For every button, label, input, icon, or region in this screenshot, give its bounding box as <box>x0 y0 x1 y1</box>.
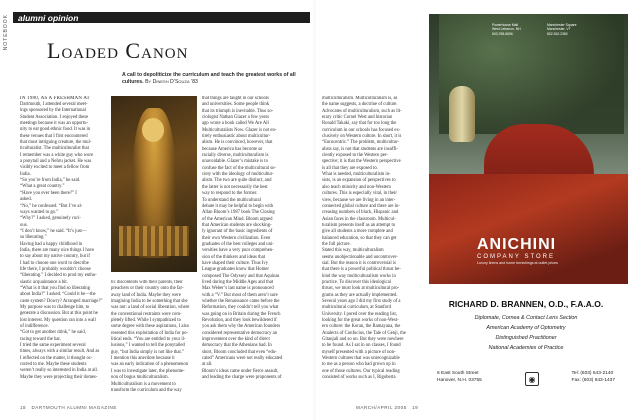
fax-number: Fax: (603) 643-1437 <box>571 377 615 383</box>
text-line: with a “V.” But most of them aren’t sure <box>202 292 278 298</box>
text-line: composed The Odyssey and that Aquinas <box>202 273 280 279</box>
text-line: League graduates know that Homer <box>202 267 269 273</box>
text-line: life there, I probably wouldn’t choose <box>20 266 91 272</box>
phone-number: Tel: (603) 643-2140 <box>571 371 614 376</box>
text-line: also teach minority and non-Western <box>322 184 391 190</box>
text-line: alism. He is convinced, however, that <box>202 140 273 146</box>
text-line: grams as they are actually implemented. <box>322 292 398 298</box>
text-line: that American students are shocking- <box>202 222 272 228</box>
text-line: Student Association. I enjoyed these <box>20 114 89 120</box>
text-line: racing toward the bar. <box>20 336 61 342</box>
address-line-1: 6 East South Street <box>437 371 479 376</box>
column-2-text <box>111 280 197 394</box>
text-line: Gitanjali and so on. But they were nowhere <box>322 337 404 343</box>
brand-name: ANICHINI <box>477 236 557 253</box>
text-line: imagining India to be something that she <box>111 299 188 305</box>
text-line: I mention this anecdote because it <box>111 356 175 362</box>
text-line: Ronald Takaki, say that for too long the <box>322 121 397 127</box>
doctor-phones <box>572 371 615 384</box>
text-line: turalism presents itself as an attempt to <box>322 222 396 228</box>
photo-rug <box>429 174 628 284</box>
text-line: way to respond to the former. <box>202 191 258 197</box>
text-line: curred to me. Maybe these students <box>20 362 87 368</box>
text-line: that things are taught in our schools <box>202 96 269 101</box>
text-line: India. <box>20 171 31 177</box>
text-line: so liberating.” <box>20 235 47 241</box>
text-line: I remember was a white guy who wore <box>20 152 94 158</box>
text-line: these venues that I first encountered <box>20 133 88 139</box>
location-2-phone: 802.362.2380 <box>546 31 568 36</box>
location-2 <box>547 23 601 36</box>
doctor-address <box>437 371 482 384</box>
page-number-right: 19 <box>412 405 419 410</box>
text-line: caste system? Dowry? Arranged marriage?” <box>20 298 103 304</box>
text-line: connected global culture and there are in- <box>322 203 400 209</box>
text-line: Multiculturalists Now. Glazer is not en- <box>202 127 277 133</box>
text-line: meetings because it was an opportu- <box>20 121 89 127</box>
text-line: democracy that the Athenians had. In <box>202 343 272 349</box>
text-line: ticulturalist. The multiculturalist that <box>20 146 89 152</box>
text-line: resented this exploitation of India for po- <box>111 330 189 336</box>
text-line: erary critic Cornel West and historian <box>322 115 393 121</box>
text-line: to be found. As I sat in on classes, I found <box>322 343 401 349</box>
text-line: weren’t really so interested in India at all. <box>20 368 99 374</box>
brand-subtagline: Luxury linens and home furnishings at outlet prices <box>477 261 558 265</box>
text-line: University. I pored over the reading list, <box>322 311 397 317</box>
text-line: cultures. This is especially vital, in their <box>322 191 397 197</box>
text-line: Multiculturalism is a movement to <box>111 381 176 387</box>
text-line: Reformation, they couldn’t tell you what <box>202 305 279 311</box>
text-line: “What is it that you find so liberating <box>20 285 90 291</box>
text-line: of the American Mind. Bloom argued <box>202 216 273 222</box>
credential-3: Distinguished Practitioner <box>495 335 557 341</box>
left-page <box>0 0 313 420</box>
text-line: and leading the charge were proponents of <box>202 375 282 381</box>
text-line: of indifference. <box>20 324 49 330</box>
text-line: Maybe they were projecting their domes- <box>20 374 98 380</box>
notebook-label: NOTEBOOK <box>3 14 9 51</box>
text-line: ago wrote a book called We Are All <box>202 121 269 127</box>
text-line: ciety with the ideology of multicultur- <box>202 172 274 178</box>
doctor-contact <box>437 371 615 393</box>
credential-2: American Academy of Optometry <box>486 325 566 331</box>
text-line: sial. But the reason it is controversial is <box>322 260 396 266</box>
location-2-city: Manchester, VT <box>546 27 571 32</box>
text-line: India, there are many nice things I have <box>20 247 95 253</box>
text-line: “liberating.” I decided to prod my enthu- <box>20 273 97 279</box>
credential-4: National Academies of Practice <box>488 345 564 351</box>
text-line: I tried the same experiment several <box>20 343 86 349</box>
text-line: creasing numbers of black, Hispanic and <box>322 210 399 216</box>
address-line-2: Hanover, N.H. 03755 <box>437 377 482 383</box>
column-1-text <box>20 102 106 381</box>
section-label: alumni opinion <box>18 13 79 23</box>
text-line: some degree with these aspirations, I also <box>111 324 189 330</box>
text-line: away land of India. Maybe they were <box>111 292 181 298</box>
text-line: was going on in Britain during the French <box>202 311 281 317</box>
text-line: Allan Bloom’s 1987 book The Closing <box>202 210 275 216</box>
ad-locations <box>492 23 602 36</box>
text-line: lusions,” I wanted to tell the ponytailed <box>111 343 185 349</box>
text-line: hind the way multiculturalism works in <box>322 273 396 279</box>
text-line: considered representative democracy an <box>202 330 278 336</box>
text-line: that its triumph is inevitable. Thus so- <box>202 108 274 114</box>
text-line: the full picture. <box>322 241 351 247</box>
text-line: tic discontents with their parents, their <box>111 280 183 285</box>
location-1 <box>492 23 546 36</box>
text-line: ings sponsored by the International <box>20 108 86 114</box>
text-line: lived during the Middle Ages and that <box>202 279 274 285</box>
column-3-text <box>202 96 298 381</box>
text-line: myself presented with a picture of non- <box>322 349 396 355</box>
text-line: about India?” I asked. “Could it be—the <box>20 292 96 298</box>
text-line: I had to choose one word to describe <box>20 260 89 266</box>
text-line: improvement over the kind of direct <box>202 337 270 343</box>
text-line: ways wanted to go.” <box>20 209 59 215</box>
text-line: clusively on Western culture. In short, it is <box>322 134 402 140</box>
text-line: ern culture: the Koran, the Ramayana, the <box>322 324 401 330</box>
text-line: Several years ago I did my first study of a <box>322 299 401 304</box>
text-line: Max Weber’s last name is pronounced <box>202 286 274 292</box>
text-line: sists, is an expansion of perspectives to <box>322 178 396 184</box>
text-line: siastic acquaintance a bit. <box>20 279 68 285</box>
text-line: curriculum in our schools has focused ex- <box>322 127 401 133</box>
text-line: confuse the fact of the multicultural so- <box>202 165 276 171</box>
text-line: ciologist Nathan Glazer a few years <box>202 115 270 121</box>
painting-ornament <box>119 226 189 256</box>
article-subtitle <box>122 72 300 86</box>
text-line: spective; it is that the Western perspective <box>322 159 401 165</box>
photo-urn <box>449 86 475 142</box>
text-line: and universities. Some people think <box>202 102 270 108</box>
column-2 <box>111 280 197 395</box>
text-line: racially diverse, multiculturalism is <box>202 153 269 159</box>
byline: By Dinesh D’Souza ’83 <box>145 79 198 85</box>
tribal-painting <box>111 96 197 272</box>
text-line: “I don’t know,” he said. “It’s just— <box>20 228 87 234</box>
text-line: guy, “but India simply is not like that.” <box>111 349 184 355</box>
column-4-text <box>322 96 420 381</box>
article-title: Loaded Canon <box>47 38 189 63</box>
text-line: cated” Americans were not really educated <box>202 356 283 362</box>
text-line: the conventional restraints were com- <box>111 311 182 317</box>
text-line: versities have a very poor comprehen- <box>202 248 274 254</box>
column-3 <box>202 96 298 396</box>
text-line: “So you’re from India,” he said. <box>20 178 81 184</box>
text-line: looking for the great works of non-West- <box>322 318 399 324</box>
location-1-city: West Lebanon, NH <box>492 27 521 32</box>
text-line: Having had a happy childhood in <box>20 241 83 247</box>
text-line: the name suggests, a doctrine of culture. <box>322 102 398 108</box>
text-line: Advocates of multiculturalism, such as lit- <box>322 108 402 114</box>
text-line: Analects of Confucius, the Tale of Genji, the <box>322 330 406 336</box>
text-line: “Why?” I asked, genuinely curi- <box>20 216 81 222</box>
text-line: unavoidable. Glazer’s mistake is to <box>202 159 268 165</box>
text-line: that most intriguing creature, the mul- <box>20 140 92 146</box>
text-line: seems unobjectionable and uncontrover- <box>322 254 398 260</box>
text-line: whether the Renaissance came before the <box>202 299 280 304</box>
text-line: alists say, is not that students are insuffi- <box>322 146 398 152</box>
text-line: “What a great country.” <box>20 184 65 190</box>
text-line: pletely lifted. While I sympathized to <box>111 318 181 324</box>
text-line: Stated this way, multiculturalism <box>322 248 384 254</box>
anichini-logo <box>477 236 607 265</box>
section-bar <box>13 12 310 23</box>
text-line: preachers or their country onto the far- <box>111 286 184 292</box>
text-line: was not: a land of social liberation, where <box>111 305 190 311</box>
text-line: To understand the multicultural <box>202 197 261 203</box>
text-line: “Got to get another drink,” he said, <box>20 330 86 336</box>
text-line: to me as a person who had grown up in <box>322 362 396 368</box>
page-number-left: 18 <box>20 405 27 410</box>
doctor-credentials <box>437 313 615 353</box>
text-line: Western cultures that was unrecognizable <box>322 356 400 362</box>
text-line: tirely enthusiastic about multicultur- <box>202 134 271 140</box>
text-line: balanced education, so that they can get <box>322 235 397 241</box>
magazine-name: DARTMOUTH ALUMNI MAGAZINE <box>31 405 117 410</box>
text-line: transform the curriculum and the way <box>111 387 182 393</box>
painting-face <box>142 118 164 142</box>
text-line: ous. <box>20 222 28 228</box>
text-line: visibly excited to meet a fellow from <box>20 165 90 171</box>
folio-left <box>20 405 117 410</box>
text-line: graduates of the best colleges and uni- <box>202 241 274 247</box>
text-line: is all that they are exposed to. <box>322 165 378 171</box>
text-line: I was to investigate later, the phenome- <box>111 368 185 374</box>
advertisement-page <box>420 0 628 420</box>
text-line: at all. <box>202 362 213 368</box>
text-line: asked. <box>20 197 32 203</box>
text-line: that there is a powerful political thrust be- <box>322 267 401 273</box>
text-line: I reflected on the matter, it thought oc- <box>20 355 93 361</box>
text-line: consisted of works such as I, Rigoberta <box>322 375 396 381</box>
text-line: multiculturalism. Multiculturalism is, as <box>322 96 398 101</box>
brand-tagline: COMPANY STORE <box>477 254 556 260</box>
text-line: Bloom’s ideas came under fierce assault, <box>202 368 279 374</box>
text-line: What is needed, multiculturalism in- <box>322 172 391 178</box>
doctor-name: RICHARD D. BRANNEN, O.D., F.A.A.O. <box>448 299 604 309</box>
text-line: litical ends. “You are entitled to your il- <box>111 337 186 343</box>
folio-right <box>356 405 418 410</box>
location-1-name: Powerhouse Mall <box>492 23 519 27</box>
text-line: thrust, we must look at multicultural pro- <box>322 286 400 292</box>
text-line: alism. The two are quite distinct, and <box>202 178 272 184</box>
text-line: non of bogus multiculturalism. <box>111 375 169 381</box>
column-1 <box>20 96 106 396</box>
text-line: multicultural curriculum, at Stanford <box>322 305 391 311</box>
column-4 <box>322 96 420 396</box>
location-2-name: Manchester Square <box>546 23 577 27</box>
text-line: ly ignorant of the basic ingredients of <box>202 229 273 235</box>
location-1-phone: 603.298.8656 <box>492 31 513 36</box>
text-line: short, Bloom concluded that even “edu- <box>202 349 277 355</box>
text-line: a ponytail and a Nehru jacket. He was <box>20 159 92 165</box>
text-line: their own Western civilization. Even <box>202 235 271 241</box>
text-line: have shaped their culture. Thus Ivy <box>202 260 269 266</box>
text-line: because America has become so <box>202 146 263 152</box>
text-line: Dartmouth, I attended several meet- <box>20 102 88 107</box>
text-line: the latter is not necessarily the best <box>202 184 268 190</box>
text-line: view, because we are living in an inter- <box>322 197 396 203</box>
text-line: practice. To discover this ideological <box>322 279 391 285</box>
subtitle-text: A call to depoliticize the curriculum and teach the greatest works of all cultures. <box>122 72 296 85</box>
text-line: My purpose was to challenge him, to <box>20 305 90 310</box>
text-line: Asian faces in the classroom. Multicul- <box>322 216 396 222</box>
text-line: you ask them why the American founders <box>202 324 281 330</box>
text-line: “Eurocentric.” The problem, multicultur- <box>322 140 400 146</box>
text-line: generate a discussion. But at this point he <box>20 311 98 317</box>
text-line: one of those cultures. Our typical reading <box>322 368 400 374</box>
text-line: lost interest. My question ran into a wall <box>20 317 96 323</box>
text-line: was an early indication of a phenomenon <box>111 362 189 368</box>
text-line: sion of the thinkers and ideas that <box>202 254 266 260</box>
text-line: Revolution, and they look bewildered if <box>202 318 277 324</box>
text-line: “No,” he confessed. “But I’ve al- <box>20 203 83 209</box>
credential-1: Diplomate, Cornea & Contact Lens Section <box>474 315 578 321</box>
text-line: “Have you ever been there?” I <box>20 190 77 196</box>
eye-seal-icon: ◉ <box>525 372 539 386</box>
opening-caps: IN 1980, AS A FRESHMAN AT <box>20 96 90 101</box>
text-line: give all students a more complete and <box>322 229 393 235</box>
text-line: debate it may be helpful to begin with <box>202 203 274 209</box>
text-line: ciently exposed to the Western per- <box>322 153 388 159</box>
issue-date: MARCH/APRIL 2005 <box>356 405 407 410</box>
text-line: times, always with a similar result. And as <box>20 349 100 355</box>
text-line: nity to eat good ethnic food. It was in <box>20 127 91 133</box>
middle-page <box>316 0 420 420</box>
text-line: to say about my native country, but if <box>20 254 90 260</box>
